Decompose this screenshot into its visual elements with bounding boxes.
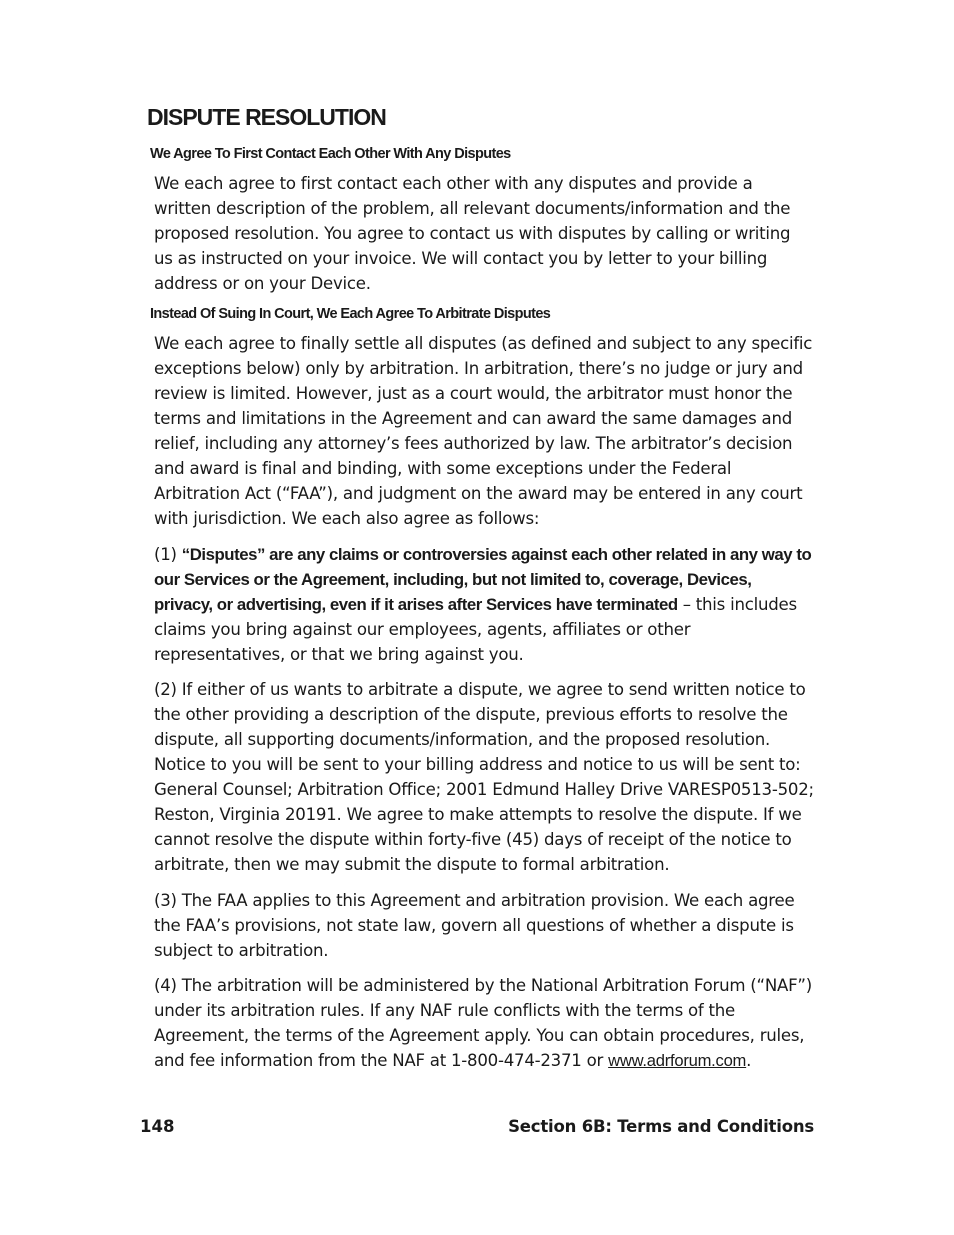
item-3-faa: (3) The FAA applies to this Agreement and arbitration provision. We each agree the FAA’s provisions, not state law, govern all questions of whether a dispute is subject to arbitration. (154, 891, 795, 960)
item-1-disputes-definition (154, 542, 814, 667)
footer-page-number: 148 (140, 1117, 175, 1136)
item-4-end: . (746, 1051, 752, 1070)
section-heading-contact: We Agree To First Contact Each Other With Any Disputes (150, 146, 511, 162)
page-title: DISPUTE RESOLUTION (147, 104, 386, 130)
footer-section-title: Section 6B: Terms and Conditions (508, 1117, 814, 1136)
paragraph-contact: We each agree to first contact each other with any disputes and provide a written description of the problem, all relevant documents/information and the proposed resolution. You agree to contact us with disputes by calling or writing us as instructed on your invoice. We will contact you by letter to your billing address or on your Device. (154, 174, 791, 293)
item-1-prefix: (1) (154, 545, 182, 564)
adrforum-link[interactable]: www.adrforum.com (608, 1051, 747, 1070)
paragraph-arbitrate: We each agree to finally settle all disputes (as defined and subject to any specific exceptions below) only by arbitration. In arbitration, there’s no judge or jury and review is limited. However, just as a court would, the arbitrator must honor the terms and limitations in the Agreement and can award the same damages and relief, including any attorney’s fees authorized by law. The arbitrator’s decision and award is final and binding, with some exceptions under the Federal Arbitration Act (“FAA”), and judgment on the award may be entered in any court with jurisdiction. We each also agree as follows: (154, 334, 813, 528)
item-2-notice: (2) If either of us wants to arbitrate a dispute, we agree to send written notice to the other providing a description of the dispute, previous efforts to resolve the dispute, all supporting documents/information, and the proposed resolution. Notice to you will be sent to your billing address and notice to us will be sent to: General Counsel; Arbitration Office; 2001 Edmund Halley Drive VARESP0513-502; Reston, Virginia 20191. We agree to make attempts to resolve the dispute. If we cannot resolve the dispute within forty-five (45) days of receipt of the notice to arbitrate, then we may submit the dispute to formal arbitration. (154, 680, 814, 874)
item-4-text: (4) The arbitration will be administered by the National Arbitration Forum (“NAF”) under its arbitration rules. If any NAF rule conflicts with the terms of the Agreement, the terms of the Agreement apply. You can obtain procedures, rules, and fee information from the NAF at 1-800-474-2371 or (154, 976, 813, 1070)
item-1-rest: – this includes claims you bring against our employees, agents, affiliates or other representatives, or that we bring against you. (154, 595, 797, 664)
section-heading-arbitrate: Instead Of Suing In Court, We Each Agree To Arbitrate Disputes (150, 306, 551, 322)
item-1-bold-definition: “Disputes” are any claims or controversies against each other related in any way to our Services or the Agreement, including, but not limited to, coverage, Devices, privacy, or advertising, even if it arises after Services have terminated (154, 545, 812, 614)
item-4-naf (154, 973, 814, 1073)
